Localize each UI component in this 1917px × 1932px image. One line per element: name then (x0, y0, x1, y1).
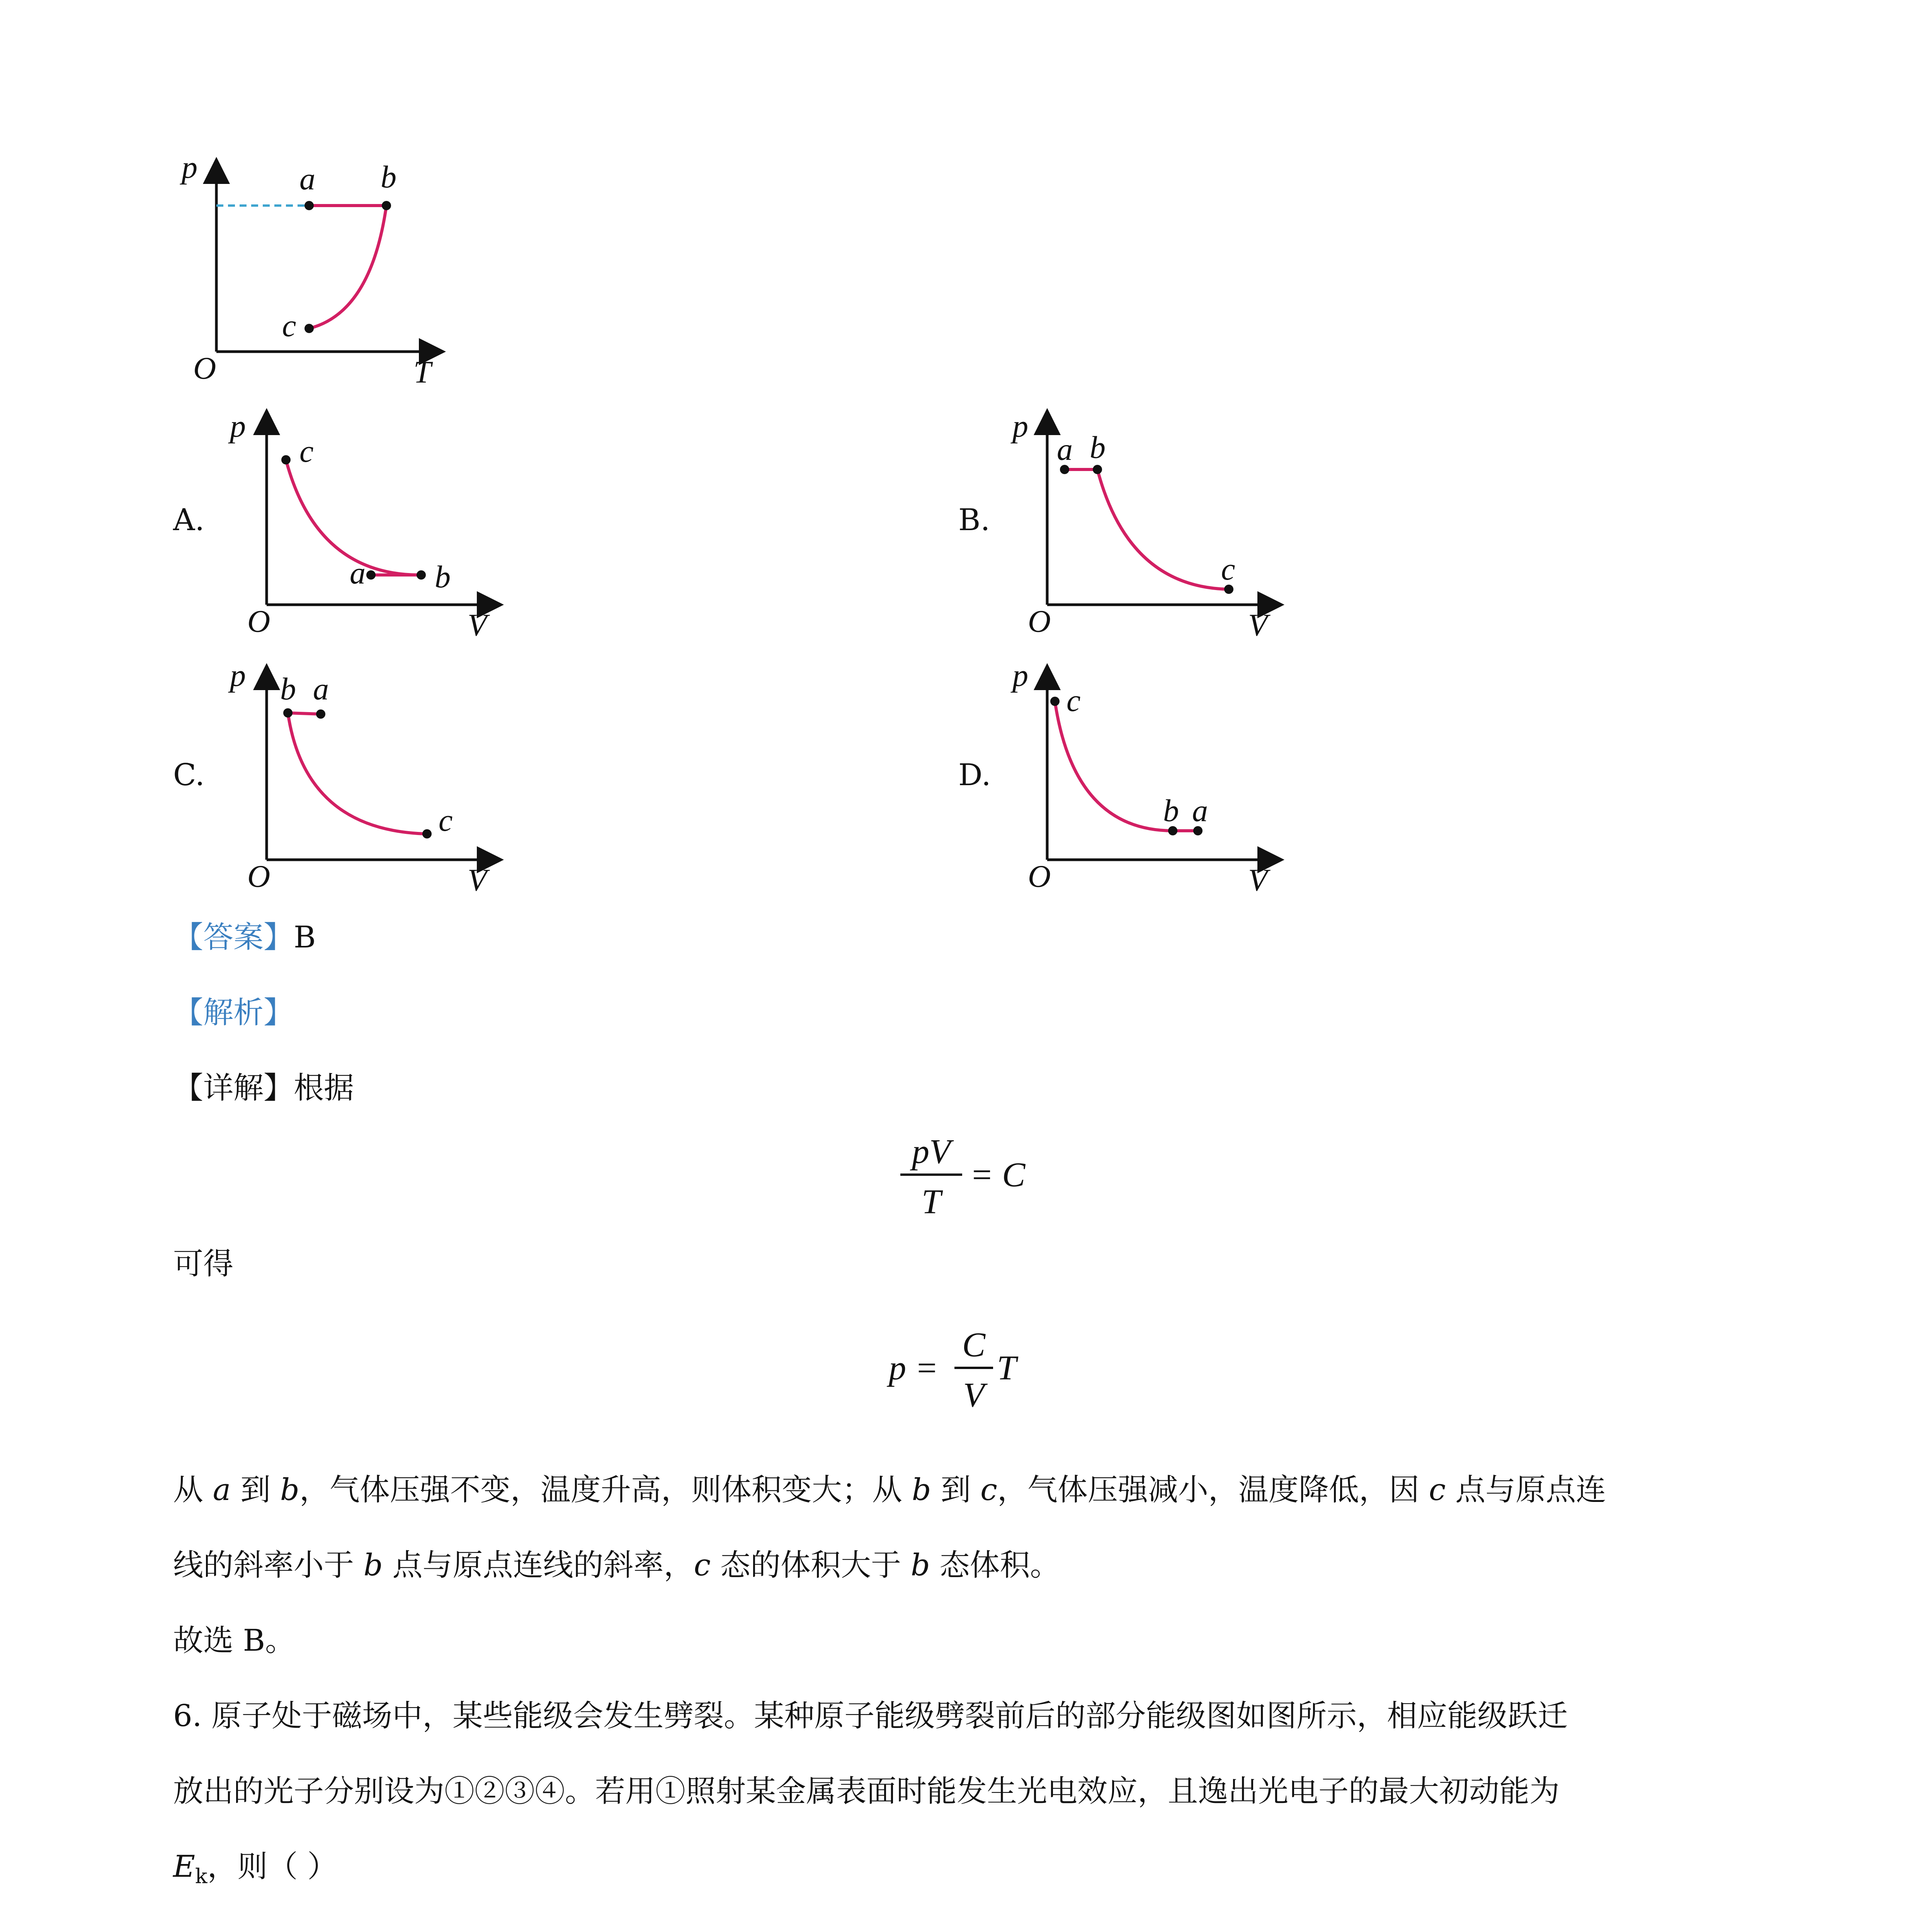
point-b (1093, 465, 1102, 474)
explain-line-1: 从 a 到 b，气体压强不变，温度升高，则体积变大；从 b 到 c，气体压强减小，温度降低，因 c 点与原点连 (173, 1473, 1606, 1507)
axis-y-label: p (1012, 658, 1028, 693)
point-c (304, 324, 314, 333)
option-c-label: C. (173, 758, 205, 793)
point-b (382, 201, 391, 210)
origin-label: O (247, 604, 270, 639)
point-a (366, 570, 376, 580)
analysis-tag: 【解析】 (173, 995, 294, 1030)
label-a: a (299, 161, 315, 196)
formula2-rhs: T (997, 1349, 1017, 1387)
detail-tag: 【详解】 (173, 1071, 294, 1105)
p-t-graph (162, 147, 471, 394)
label-c: c (282, 308, 296, 343)
point-b (283, 708, 293, 718)
option-b-graph (997, 394, 1306, 649)
label-b: b (435, 559, 451, 594)
axis-y-label: p (1012, 408, 1028, 444)
curve-bc (309, 206, 386, 328)
label-c: c (439, 803, 453, 838)
curve-bc (1097, 469, 1229, 589)
origin-label: O (1028, 604, 1051, 639)
origin-label: O (247, 859, 270, 894)
q6-rest: ，则（ ） (207, 1849, 338, 1884)
point-a (304, 201, 314, 210)
axis-x-label: V (468, 607, 487, 643)
detail-line (173, 1070, 354, 1107)
curve-cb (1055, 701, 1173, 831)
conclusion: 故选 B。 (173, 1623, 296, 1658)
label-c: c (299, 434, 314, 469)
origin-label: O (193, 350, 216, 386)
axis-y-label: p (182, 150, 197, 185)
formula2-numerator: C (962, 1326, 986, 1364)
formula2-lhs: p = (889, 1349, 939, 1387)
formula1-numerator: pV (912, 1133, 951, 1171)
label-c: c (1067, 683, 1081, 718)
axis-y-label: p (230, 408, 246, 444)
q6-line-2: 放出的光子分别设为①②③④。若用①照射某金属表面时能发生光电效应，且逸出光电子的最大初动能为 (173, 1774, 1560, 1809)
axis-y-label: p (230, 658, 246, 693)
q6-line-3 (173, 1849, 337, 1889)
label-c: c (1221, 551, 1235, 587)
point-c (422, 829, 432, 838)
point-a (316, 709, 325, 719)
label-a: a (1192, 793, 1208, 828)
formula-ideal-gas (881, 1121, 1074, 1244)
option-a-label: A. (173, 503, 205, 537)
origin-label: O (1028, 859, 1051, 894)
point-c (281, 455, 291, 464)
point-b (417, 570, 426, 580)
label-a: a (350, 555, 366, 590)
answer-value: B (294, 920, 316, 955)
label-b: b (1163, 793, 1179, 828)
label-a: a (313, 671, 329, 706)
detail-text: 根据 (294, 1071, 354, 1105)
axis-x-label: V (468, 862, 487, 898)
point-c (1050, 697, 1060, 706)
option-c-graph (216, 649, 526, 904)
answer-tag: 【答案】 (173, 920, 294, 955)
option-d-label: D. (958, 758, 991, 793)
label-b: b (381, 159, 396, 194)
axis-x-label: V (1248, 862, 1268, 898)
explain-line-2: 线的斜率小于 b 点与原点连线的斜率，c 态的体积大于 b 态体积。 (173, 1548, 1060, 1583)
formula1-denominator: T (921, 1183, 941, 1221)
axis-x-label: V (1248, 607, 1268, 643)
axis-x-label: T (413, 354, 431, 389)
curve-bc (288, 713, 427, 834)
energy-level-diagram (170, 1924, 719, 1932)
kede-text: 可得 (173, 1247, 234, 1281)
formula-pressure (881, 1314, 1074, 1437)
segment-ba (288, 713, 321, 714)
q6-line-1: 6. 原子处于磁场中，某些能级会发生劈裂。某种原子能级劈裂前后的部分能级图如图所示，相应能级跃迁 (173, 1699, 1568, 1733)
ek-subscript: k (195, 1865, 208, 1888)
option-a-graph (216, 394, 526, 649)
label-b: b (1090, 430, 1106, 465)
answer-line (173, 920, 316, 956)
formula1-rhs: = C (970, 1156, 1026, 1194)
option-d-graph (997, 649, 1306, 904)
ek-symbol: E (173, 1849, 195, 1884)
formula2-denominator: V (963, 1376, 985, 1414)
label-b: b (280, 671, 296, 706)
label-a: a (1057, 432, 1073, 467)
option-b-label: B. (958, 503, 990, 537)
